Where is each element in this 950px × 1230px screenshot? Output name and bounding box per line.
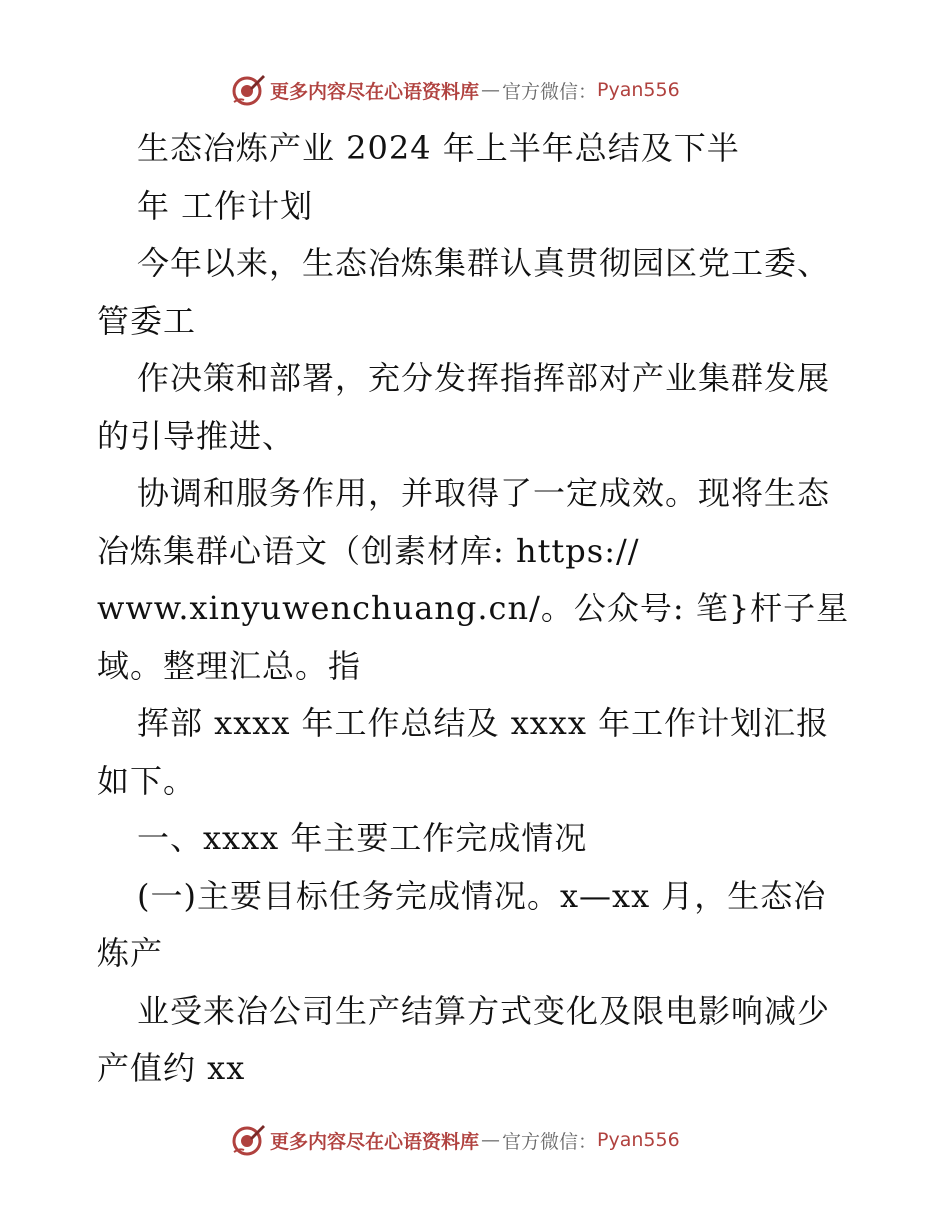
banner-main-text: 更多内容尽在心语资料库 bbox=[270, 80, 480, 103]
brush-logo-icon bbox=[230, 72, 266, 108]
paragraph-line: 如下。 bbox=[97, 761, 197, 800]
banner-dash: — bbox=[481, 79, 501, 101]
paragraph-line: 协调和服务作用，并取得了一定成效。现将生态 bbox=[137, 474, 831, 512]
banner-label: 官方微信： bbox=[502, 1130, 598, 1153]
paragraph-line: 冶炼集群心语文（创素材库: https:// bbox=[97, 531, 640, 570]
paragraph-line: 管委工 bbox=[97, 301, 197, 340]
watermark-banner-bottom bbox=[230, 1120, 730, 1160]
paragraph-line: www.xinyuwenchuang.cn/。公众号: 笔}杆子星 bbox=[97, 589, 850, 627]
banner-brand: Pyan556 bbox=[597, 79, 680, 101]
title-line-2: 年 工作计划 bbox=[137, 186, 314, 225]
paragraph-line: 产值约 xx bbox=[97, 1049, 246, 1087]
banner-dash: — bbox=[481, 1129, 501, 1151]
section-heading: 一、xxxx 年主要工作完成情况 bbox=[137, 819, 588, 857]
paragraph-line: 炼产 bbox=[97, 934, 164, 972]
brush-logo-icon bbox=[230, 1122, 266, 1158]
banner-brand: Pyan556 bbox=[597, 1129, 680, 1151]
paragraph-line: 的引导推进、 bbox=[97, 416, 296, 455]
paragraph-line: (一)主要目标任务完成情况。x—xx 月，生态冶 bbox=[137, 876, 827, 915]
document-body bbox=[97, 120, 867, 1098]
title-line-1: 生态冶炼产业 2024 年上半年总结及下半 bbox=[137, 129, 740, 167]
banner-label: 官方微信： bbox=[502, 80, 598, 103]
paragraph-line: 作决策和部署，充分发挥指挥部对产业集群发展 bbox=[137, 359, 831, 397]
paragraph-line: 挥部 xxxx 年工作总结及 xxxx 年工作计划汇报 bbox=[137, 704, 830, 742]
paragraph-line: 域。整理汇总。指 bbox=[97, 646, 362, 685]
banner-main-text: 更多内容尽在心语资料库 bbox=[270, 1130, 480, 1153]
watermark-banner-top bbox=[230, 70, 730, 110]
paragraph-line: 业受来冶公司生产结算方式变化及限电影响减少 bbox=[137, 991, 831, 1030]
paragraph-line: 今年以来，生态冶炼集群认真贯彻园区党工委、 bbox=[137, 244, 831, 282]
